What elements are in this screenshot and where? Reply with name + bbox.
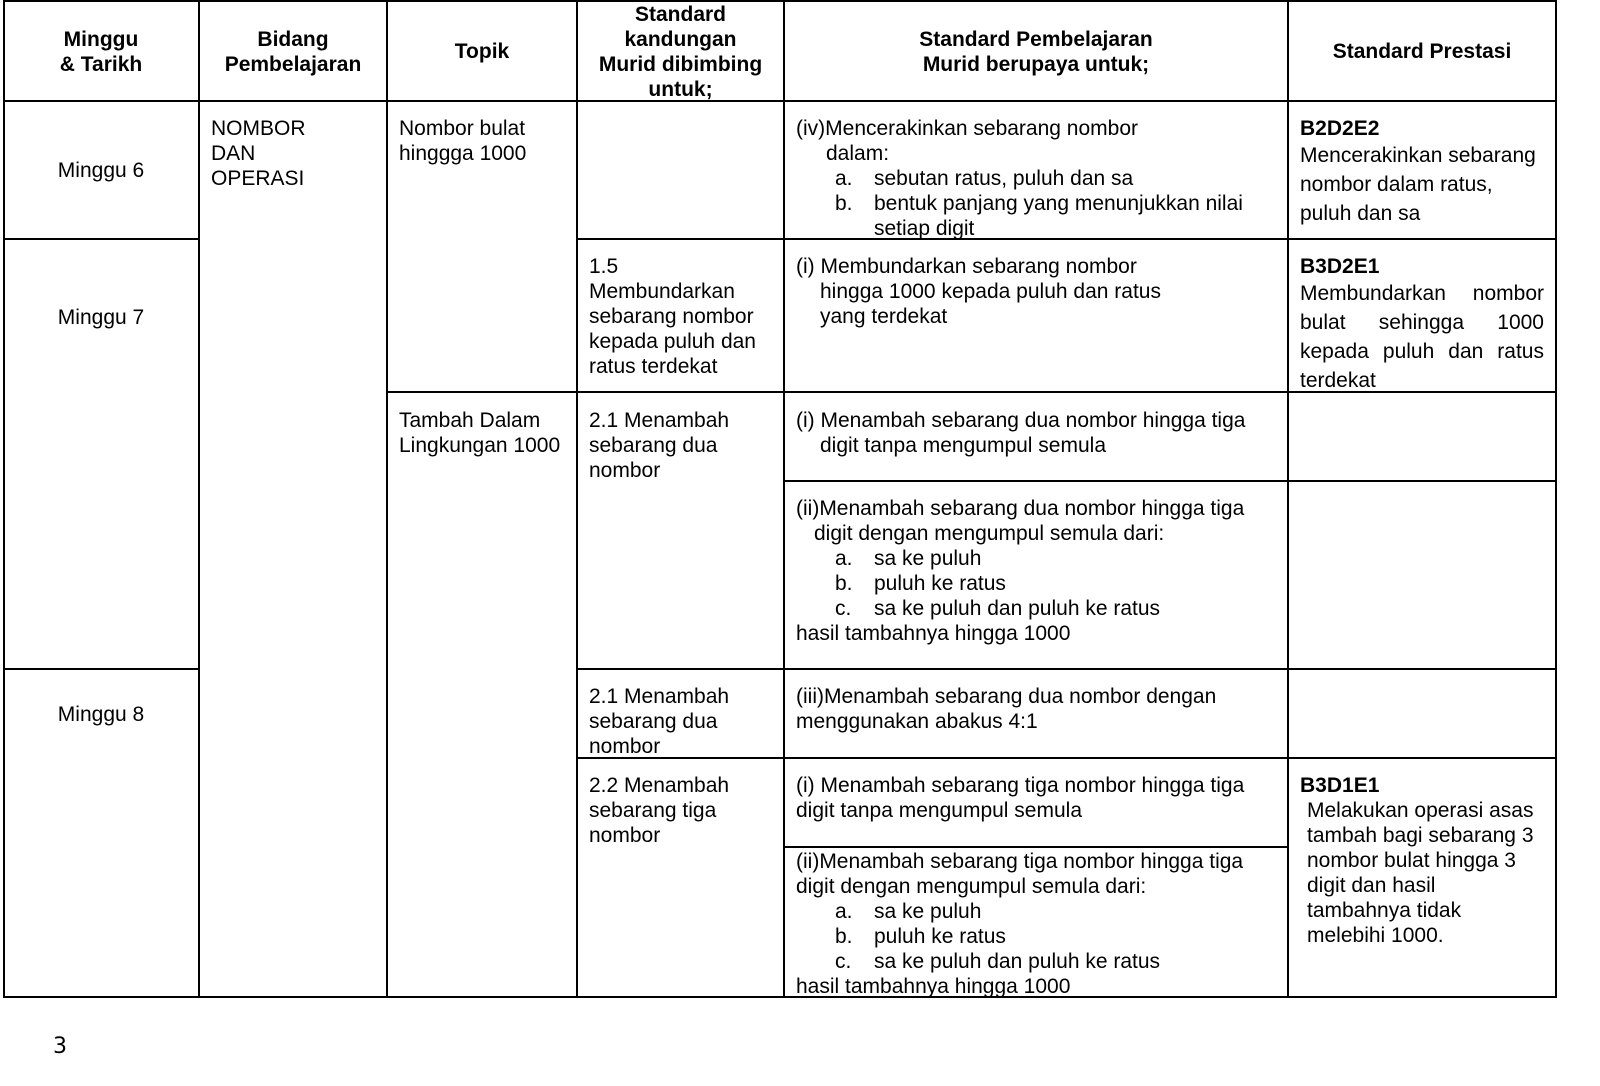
sp-sep-6 xyxy=(783,846,1288,848)
justified-line: bulat sehingga 1000 xyxy=(1300,311,1544,334)
border-left xyxy=(3,0,5,997)
header-topik: Topik xyxy=(454,40,510,63)
topic-sep xyxy=(386,391,577,393)
justified-line: kepada puluh dan ratus xyxy=(1300,340,1544,363)
sk-sep-3 xyxy=(576,668,784,670)
sk-sep-2 xyxy=(576,391,784,393)
bidang-text: NOMBOR DAN OPERASI xyxy=(211,117,306,190)
prestasi-b2d2e2: B2D2E2 Mencerakinkan sebarang nombor dalam ratus, puluh dan sa xyxy=(1300,117,1536,225)
sk-1-5: 1.5 Membundarkan sebarang nombor kepada puluh dan ratus terdekat xyxy=(589,255,756,378)
week-sep-1 xyxy=(3,238,199,240)
col-sep-1 xyxy=(198,0,200,997)
header-standard-prestasi: Standard Prestasi xyxy=(1332,40,1512,63)
prestasi-b3d1e1: B3D1E1 Melakukan operasi asas tambah bagi sebarang 3 nombor bulat hingga 3 digit dan hasil tambahnya tidak melebihi 1000. xyxy=(1300,773,1550,948)
topic-2: Tambah Dalam Lingkungan 1000 xyxy=(399,409,561,457)
border-right xyxy=(1555,0,1557,997)
sp-sep-4 xyxy=(783,668,1557,670)
page-number: 3 xyxy=(53,1034,67,1059)
header-bidang: Bidang Pembelajaran xyxy=(224,28,362,76)
week-label: Minggu 8 xyxy=(57,703,145,726)
prestasi-b3d1e1-text: Melakukan operasi asas tambah bagi sebarang 3 nombor bulat hingga 3 digit dan hasil tambahnya tidak melebihi 1000. xyxy=(1307,799,1534,947)
col-sep-3 xyxy=(576,0,578,997)
border-bottom xyxy=(3,996,1557,998)
sp-sep-5 xyxy=(783,757,1557,759)
sp-sep-3 xyxy=(783,480,1557,482)
week-label: Minggu 6 xyxy=(57,159,145,182)
col-sep-2 xyxy=(386,0,388,997)
header-minggu: Minggu & Tarikh xyxy=(59,28,143,76)
prestasi-b3d2e1: B3D2E1 Membundarkan nombor bulat sehingga 1000 kepada puluh dan ratus terdekat xyxy=(1300,255,1544,392)
topic-1: Nombor bulat hinggga 1000 xyxy=(399,117,527,165)
week-sep-2 xyxy=(3,668,199,670)
sk-sep-1 xyxy=(576,238,784,240)
sk-2-1-b: 2.1 Menambah sebarang dua nombor xyxy=(589,685,730,758)
header-standard-kandungan: Standard kandungan Murid dibimbing untuk; xyxy=(598,3,763,101)
week-label: Minggu 7 xyxy=(57,306,145,329)
sk-2-1: 2.1 Menambah sebarang dua nombor xyxy=(589,409,730,482)
sk-2-2: 2.2 Menambah sebarang tiga nombor xyxy=(589,774,730,847)
header-standard-pembelajaran: Standard Pembelajaran Murid berupaya untuk; xyxy=(919,28,1153,76)
justified-line: Membundarkan nombor xyxy=(1300,282,1544,305)
